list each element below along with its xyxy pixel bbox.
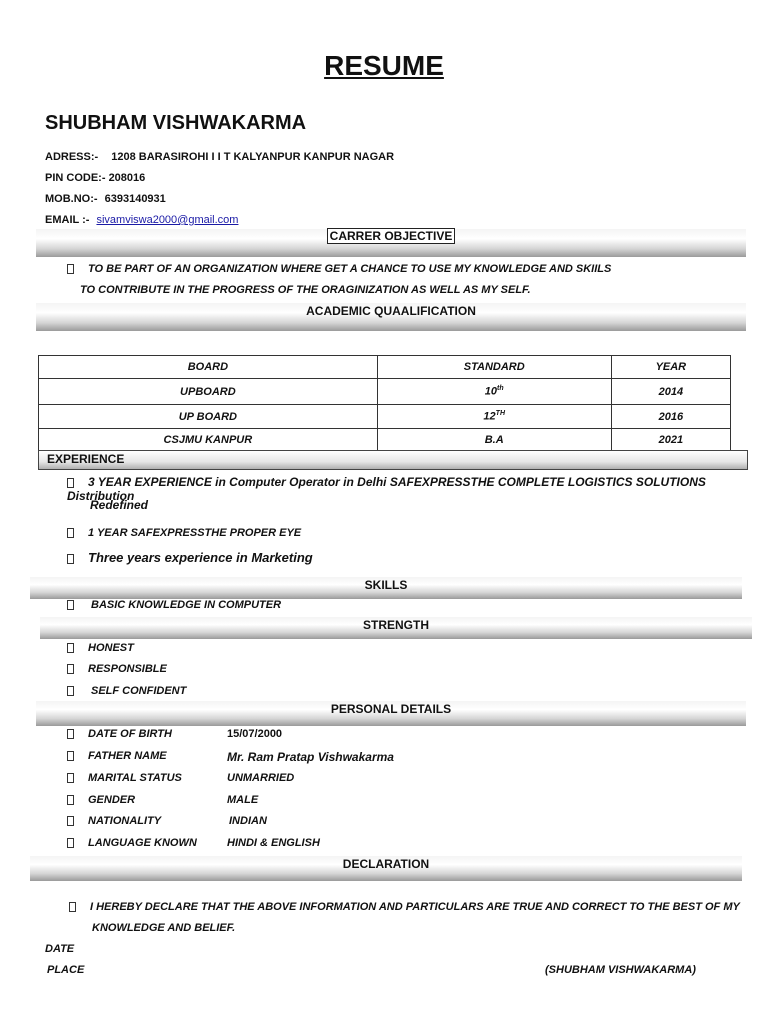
standard-cell: 10th — [377, 379, 611, 405]
bullet-icon — [67, 686, 74, 696]
bullet-icon — [67, 643, 74, 653]
experience-item-1: 3 YEAR EXPERIENCE in Computer Operator in Delhi SAFEXPRESSTHE COMPLETE LOGISTICS SOLUTIONS Distribution — [67, 475, 706, 503]
personal-row-dob: DATE OF BIRTH 15/07/2000 — [67, 728, 667, 740]
pin-line — [45, 172, 145, 184]
bullet-icon — [67, 264, 74, 274]
strength-item: RESPONSIBLE — [67, 663, 167, 675]
academic-heading: ACADEMIC QUAALIFICATION — [306, 304, 476, 318]
personal-row-marital: MARITAL STATUS UNMARRIED — [67, 772, 667, 784]
declaration-line-1: I HEREBY DECLARE THAT THE ABOVE INFORMATION AND PARTICULARS ARE TRUE AND CORRECT TO THE BEST OF MY — [69, 901, 740, 913]
place-label: PLACE — [47, 964, 85, 976]
board-cell: UP BOARD — [39, 405, 378, 429]
mobile-value: 6393140931 — [104, 193, 166, 205]
year-cell: 2021 — [611, 429, 730, 452]
table-row — [39, 379, 731, 405]
bullet-icon — [67, 729, 74, 739]
address-label: ADRESS:- — [45, 151, 99, 163]
header-year: YEAR — [611, 356, 730, 379]
strength-item: HONEST — [67, 642, 134, 654]
bullet-icon — [69, 902, 76, 912]
experience-item-1-cont: Redefined — [90, 498, 149, 512]
pin-value: 208016 — [108, 172, 146, 184]
email-link[interactable]: sivamviswa2000@gmail.com — [96, 214, 239, 226]
personal-row-gender: GENDER MALE — [67, 794, 667, 806]
bullet-icon — [67, 478, 74, 488]
declaration-heading: DECLARATION — [342, 857, 430, 871]
objective-heading — [0, 229, 768, 244]
signature-name: (SHUBHAM VISHWAKARMA) — [545, 964, 696, 976]
header-board: BOARD — [39, 356, 378, 379]
bullet-icon — [67, 773, 74, 783]
address-value: 1208 BARASIROHI I I T KALYANPUR KANPUR NAGAR — [111, 151, 395, 163]
header-standard: STANDARD — [377, 356, 611, 379]
bullet-icon — [67, 528, 74, 538]
bullet-icon — [67, 838, 74, 848]
email-line — [45, 214, 238, 226]
experience-item-3: Three years experience in Marketing — [67, 550, 313, 565]
objective-line-1: TO BE PART OF AN ORGANIZATION WHERE GET A CHANCE TO USE MY KNOWLEDGE AND SKIILS — [67, 263, 611, 275]
academic-table — [38, 355, 731, 452]
strength-item: SELF CONFIDENT — [67, 685, 186, 697]
objective-line-2: TO CONTRIBUTE IN THE PROGRESS OF THE ORAGINIZATION AS WELL AS MY SELF. — [80, 284, 531, 296]
page-title: RESUME — [324, 50, 444, 81]
table-row — [39, 429, 731, 452]
table-row — [39, 405, 731, 429]
mobile-label: MOB.NO:- — [45, 193, 98, 205]
bullet-icon — [67, 795, 74, 805]
year-cell: 2014 — [611, 379, 730, 405]
experience-heading: EXPERIENCE — [38, 450, 748, 470]
bullet-icon — [67, 600, 74, 610]
personal-row-nationality: NATIONALITY INDIAN — [67, 815, 667, 827]
year-cell: 2016 — [611, 405, 730, 429]
table-header-row — [39, 356, 731, 379]
skill-item: BASIC KNOWLEDGE IN COMPUTER — [67, 599, 281, 611]
bullet-icon — [67, 751, 74, 761]
email-label: EMAIL :- — [45, 214, 90, 226]
address-line — [45, 151, 394, 163]
skills-heading: SKILLS — [364, 578, 408, 592]
board-cell: CSJMU KANPUR — [39, 429, 378, 452]
personal-row-father: FATHER NAME Mr. Ram Pratap Vishwakarma — [67, 750, 667, 762]
mobile-line — [45, 193, 166, 205]
board-cell: UPBOARD — [39, 379, 378, 405]
bullet-icon — [67, 554, 74, 564]
candidate-name: SHUBHAM VISHWAKARMA — [45, 112, 307, 134]
pin-label: PIN CODE:- — [45, 172, 106, 184]
standard-cell: 12TH — [377, 405, 611, 429]
strength-heading: STRENGTH — [363, 618, 429, 632]
bullet-icon — [67, 816, 74, 826]
declaration-line-2: KNOWLEDGE AND BELIEF. — [92, 922, 236, 934]
experience-item-2: 1 YEAR SAFEXPRESSTHE PROPER EYE — [67, 527, 301, 539]
date-label: DATE — [45, 943, 75, 955]
bullet-icon — [67, 664, 74, 674]
standard-cell: B.A — [377, 429, 611, 452]
personal-heading: PERSONAL DETAILS — [330, 702, 452, 716]
personal-row-language: LANGUAGE KNOWN HINDI & ENGLISH — [67, 837, 667, 849]
objective-heading-text: CARRER OBJECTIVE — [327, 228, 456, 244]
